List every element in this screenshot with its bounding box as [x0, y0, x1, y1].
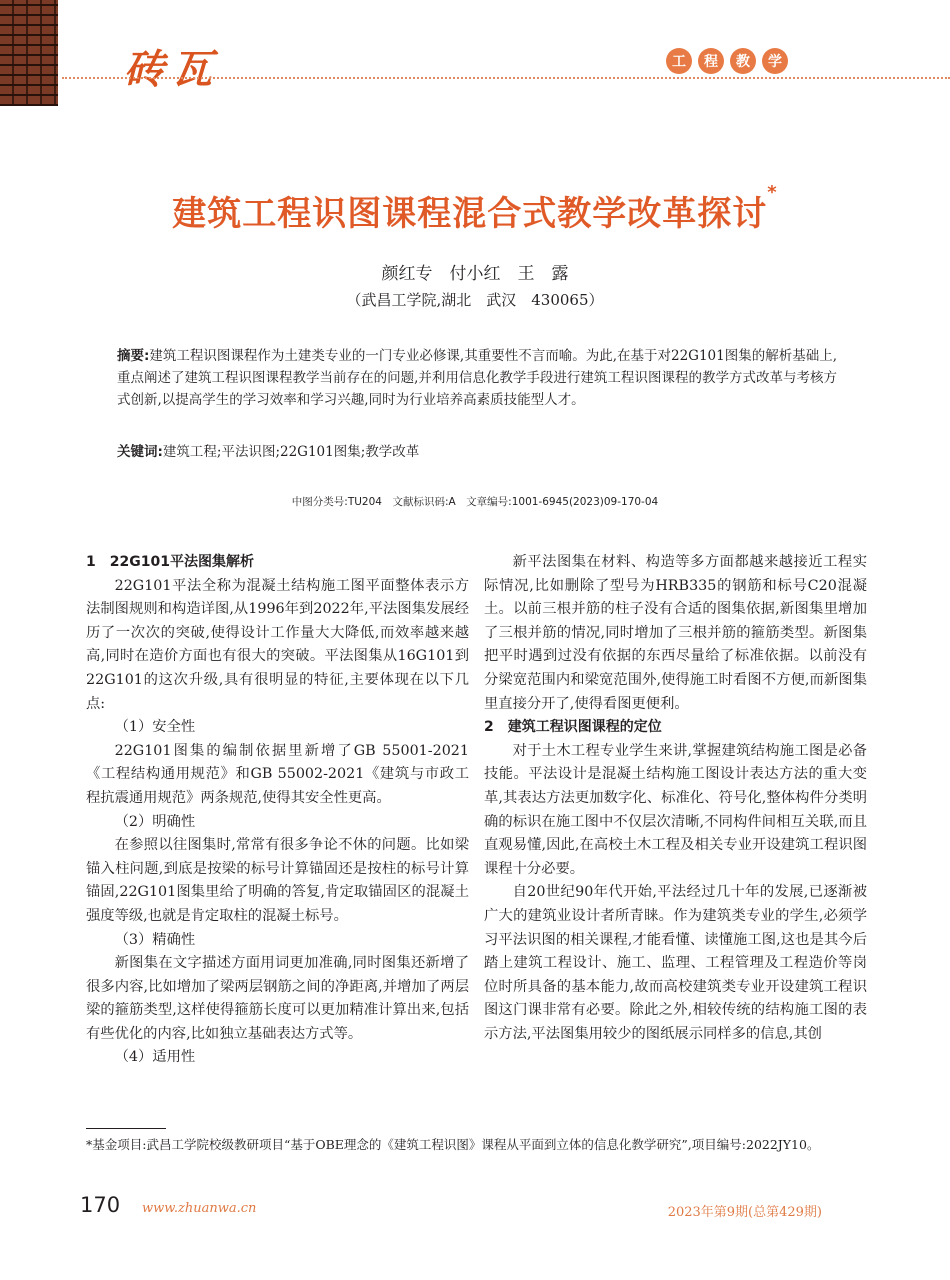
paragraph: 对于土木工程专业学生来讲,掌握建筑结构施工图是必备技能。平法设计是混凝土结构施工图设计表达方法的重大变革,其表达方法更加数字化、标准化、符号化,整体构件分类明确的标识在施工图中不仅层次清晰,不同构件间相互关联,而且直观易懂,因此,在高校土木工程及相关专业开设建筑工程识图课程十分必要。	[484, 742, 867, 877]
subheading: （4）适用性	[114, 1049, 196, 1066]
keywords	[117, 440, 419, 460]
section-tag-char: 程	[698, 48, 724, 74]
paragraph: 自20世纪90年代开始,平法经过几十年的发展,已逐渐被广大的建筑业设计者所青睐。作为建筑类专业的学生,必须学习平法识图的相关课程,才能看懂、读懂施工图,这也是其今后踏上建筑工程设计、施工、监理、工程管理及工程造价等岗位时所具备的基本能力,故而高校建筑类专业开设建筑工程识图这门课非常有必要。除此之外,相较传统的结构施工图的表示方法,平法图集用较少的图纸展示同样多的信息,其创	[484, 884, 867, 1042]
section-heading: 1 22G101平法图集解析	[86, 554, 254, 570]
journal-website: www.zhuanwa.cn	[142, 1201, 257, 1216]
article-title	[0, 182, 950, 235]
page-number: 170	[80, 1193, 121, 1217]
title-footnote-mark: *	[767, 182, 778, 203]
article-title-text: 建筑工程识图课程混合式教学改革探讨	[172, 194, 768, 234]
paragraph: 22G101图集的编制依据里新增了GB 55001-2021《工程结构通用规范》和GB 55002-2021《建筑与市政工程抗震通用规范》两条规范,使得其安全性更高。	[86, 742, 469, 806]
paragraph: 新平法图集在材料、构造等多方面都越来越接近工程实际情况,比如删除了型号为HRB335的钢筋和标号C20混凝土。以前三根并筋的柱子没有合适的图集依据,新图集里增加了三根并筋的情况,同时增加了三根并筋的箍筋类型。新图集把平时遇到过没有依据的东西尽量给了标准依据。以前没有分梁宽范围内和梁宽范围外,使得施工时看图不方便,而新图集里直接分开了,使得看图更便利。	[484, 554, 867, 712]
section-tag-char: 教	[730, 48, 756, 74]
right-column	[484, 551, 867, 1046]
abstract-label: 摘要:	[117, 348, 150, 364]
subheading: （2）明确性	[114, 813, 196, 830]
abstract-text: 建筑工程识图课程作为土建类专业的一门专业必修课,其重要性不言而喻。为此,在基于对22G101图集的解析基础上,重点阐述了建筑工程识图课程教学当前存在的问题,并利用信息化教学手段进行建筑工程识图课程的教学方式改革与考核方式创新,以提高学生的学习效率和学习兴趣,同时为行业培养高素质技能型人才。	[117, 348, 838, 408]
section-tag-char: 工	[666, 48, 692, 74]
footnote-rule	[86, 1128, 166, 1129]
paragraph: 22G101平法全称为混凝土结构施工图平面整体表示方法制图规则和构造详图,从1996年到2022年,平法图集发展经历了一次次的突破,使得设计工作量大大降低,而效率越来越高,同时在造价方面也有很大的突破。平法图集从16G101到22G101的这次升级,具有很明显的特征,主要体现在以下几点:	[86, 577, 469, 712]
abstract	[117, 345, 837, 411]
section-tag-char: 学	[762, 48, 788, 74]
issue-info: 2023年第9期(总第429期)	[667, 1205, 822, 1220]
journal-logo: 砖瓦	[124, 46, 220, 93]
footnote: *基金项目:武昌工学院校级教研项目“基于OBE理念的《建筑工程识图》课程从平面到立体的信息化教学研究”,项目编号:2022JY10。	[86, 1137, 820, 1152]
header-dotted-rule	[62, 77, 950, 79]
brick-texture-decoration	[0, 0, 58, 106]
paragraph: 在参照以往图集时,常常有很多争论不休的问题。比如梁锚入柱问题,到底是按梁的标号计算锚固还是按柱的标号计算锚固,22G101图集里给了明确的答复,肯定取锚固区的混凝土强度等级,也就是肯定取柱的混凝土标号。	[86, 837, 469, 924]
affiliation: （武昌工学院,湖北 武汉 430065）	[346, 291, 604, 309]
subheading: （3）精确性	[114, 931, 196, 948]
keywords-label: 关键词:	[117, 444, 163, 460]
subheading: （1）安全性	[114, 719, 196, 736]
keywords-text: 建筑工程;平法识图;22G101图集;教学改革	[162, 444, 420, 460]
section-tag	[666, 48, 788, 74]
classification-line: 中图分类号:TU204 文献标识码:A 文章编号:1001-6945(2023)09-170-04	[291, 496, 659, 508]
section-heading: 2 建筑工程识图课程的定位	[484, 719, 662, 736]
paragraph: 新图集在文字描述方面用词更加准确,同时图集还新增了很多内容,比如增加了梁两层钢筋之间的净距离,并增加了两层梁的箍筋类型,这样使得箍筋长度可以更加精准计算出来,包括有些优化的内容,比如独立基础表达方式等。	[86, 955, 469, 1042]
authors: 颜红专 付小红 王 露	[381, 264, 569, 284]
left-column	[86, 551, 469, 1070]
